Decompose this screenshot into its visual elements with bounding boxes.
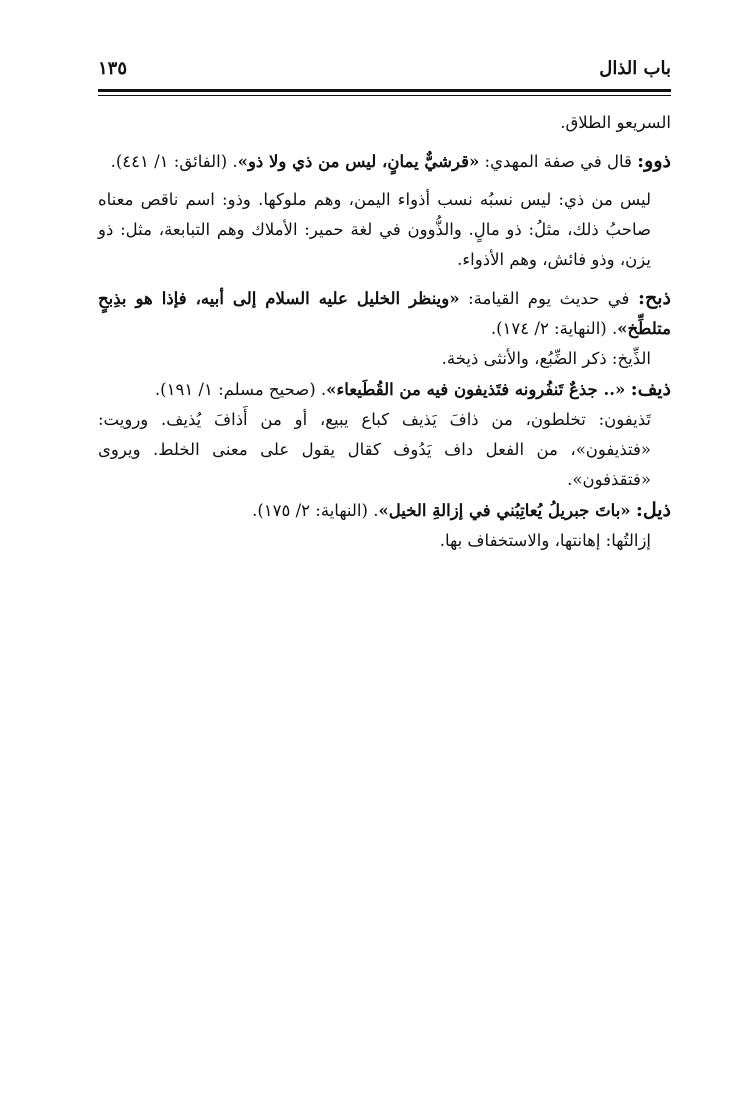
hadith-quote: «.. جذعٌ تَنفُرونه فتَذيفون فيه من القُطَيعاء» (326, 380, 626, 399)
entry-headword: ذوو: (637, 150, 671, 172)
chapter-title: باب الذال (599, 58, 671, 79)
page-header (98, 56, 671, 84)
source-citation: . (النهاية: ٢/ ١٧٤). (490, 319, 618, 338)
page-body (98, 108, 671, 556)
page-number: ١٣٥ (98, 58, 128, 79)
entry-dhayf (98, 374, 671, 405)
entry-dhibh (98, 283, 671, 344)
paragraph-continuation: السريعو الطلاق. (560, 113, 671, 132)
entry-explanation: تَذيفون: تخلطون، من ذافَ يَذيف كباع يبيع، أو من أَذافَ يُذيف. ورويت: «فتذيفون»، من الفعل داف يَدُوف كقال يقول على معنى الخلط. ويروى «فتقذفون». (98, 410, 651, 489)
hadith-quote: «وينظر الخليل عليه السلام إلى أبيه، فإذا هو بذِبحٍ متلطِّخ» (98, 289, 671, 338)
source-citation: . (النهاية: ٢/ ١٧٥). (252, 501, 379, 520)
entry-headword: ذيف: (630, 378, 671, 400)
source-citation: . (صحيح مسلم: ١/ ١٩١). (154, 380, 327, 399)
entry-explanation: ليس من ذي: ليس نسبُه نسب أذواء اليمن، وهم ملوكها. وذو: اسم ناقص معناه صاحبُ ذلك، مثلُ: ذو مالٍ. والذُّوون في لغة حمير: الأملاك وهم التبابعة، مثل: ذو يزن، وذو فائش، وهم الأذواء. (98, 190, 651, 269)
header-rule-thin (98, 95, 671, 96)
entry-intro: قال في صفة المهدي: (484, 152, 632, 171)
hadith-quote: «باتَ جبريلُ يُعاتِبُني في إزالةِ الخيل» (378, 501, 631, 520)
entry-explanation: إزالتُها: إهانتها، والاستخفاف بها. (439, 531, 651, 550)
entry-headword: ذبح: (637, 287, 671, 309)
entry-headword: ذيل: (635, 499, 671, 521)
entry-intro: في حديث يوم القيامة: (468, 289, 630, 308)
entry-explanation: الذِّيخ: ذكر الضِّبُع، والأنثى ذيخة. (441, 349, 651, 368)
source-citation: . (الفائق: ١/ ٤٤١). (110, 152, 238, 171)
header-rule-thick (98, 89, 671, 92)
entry-dhuw (98, 146, 671, 177)
entry-dhayl (98, 495, 671, 526)
hadith-quote: «قرشيٌّ يمانٍ، ليس من ذي ولا ذو» (237, 152, 480, 171)
